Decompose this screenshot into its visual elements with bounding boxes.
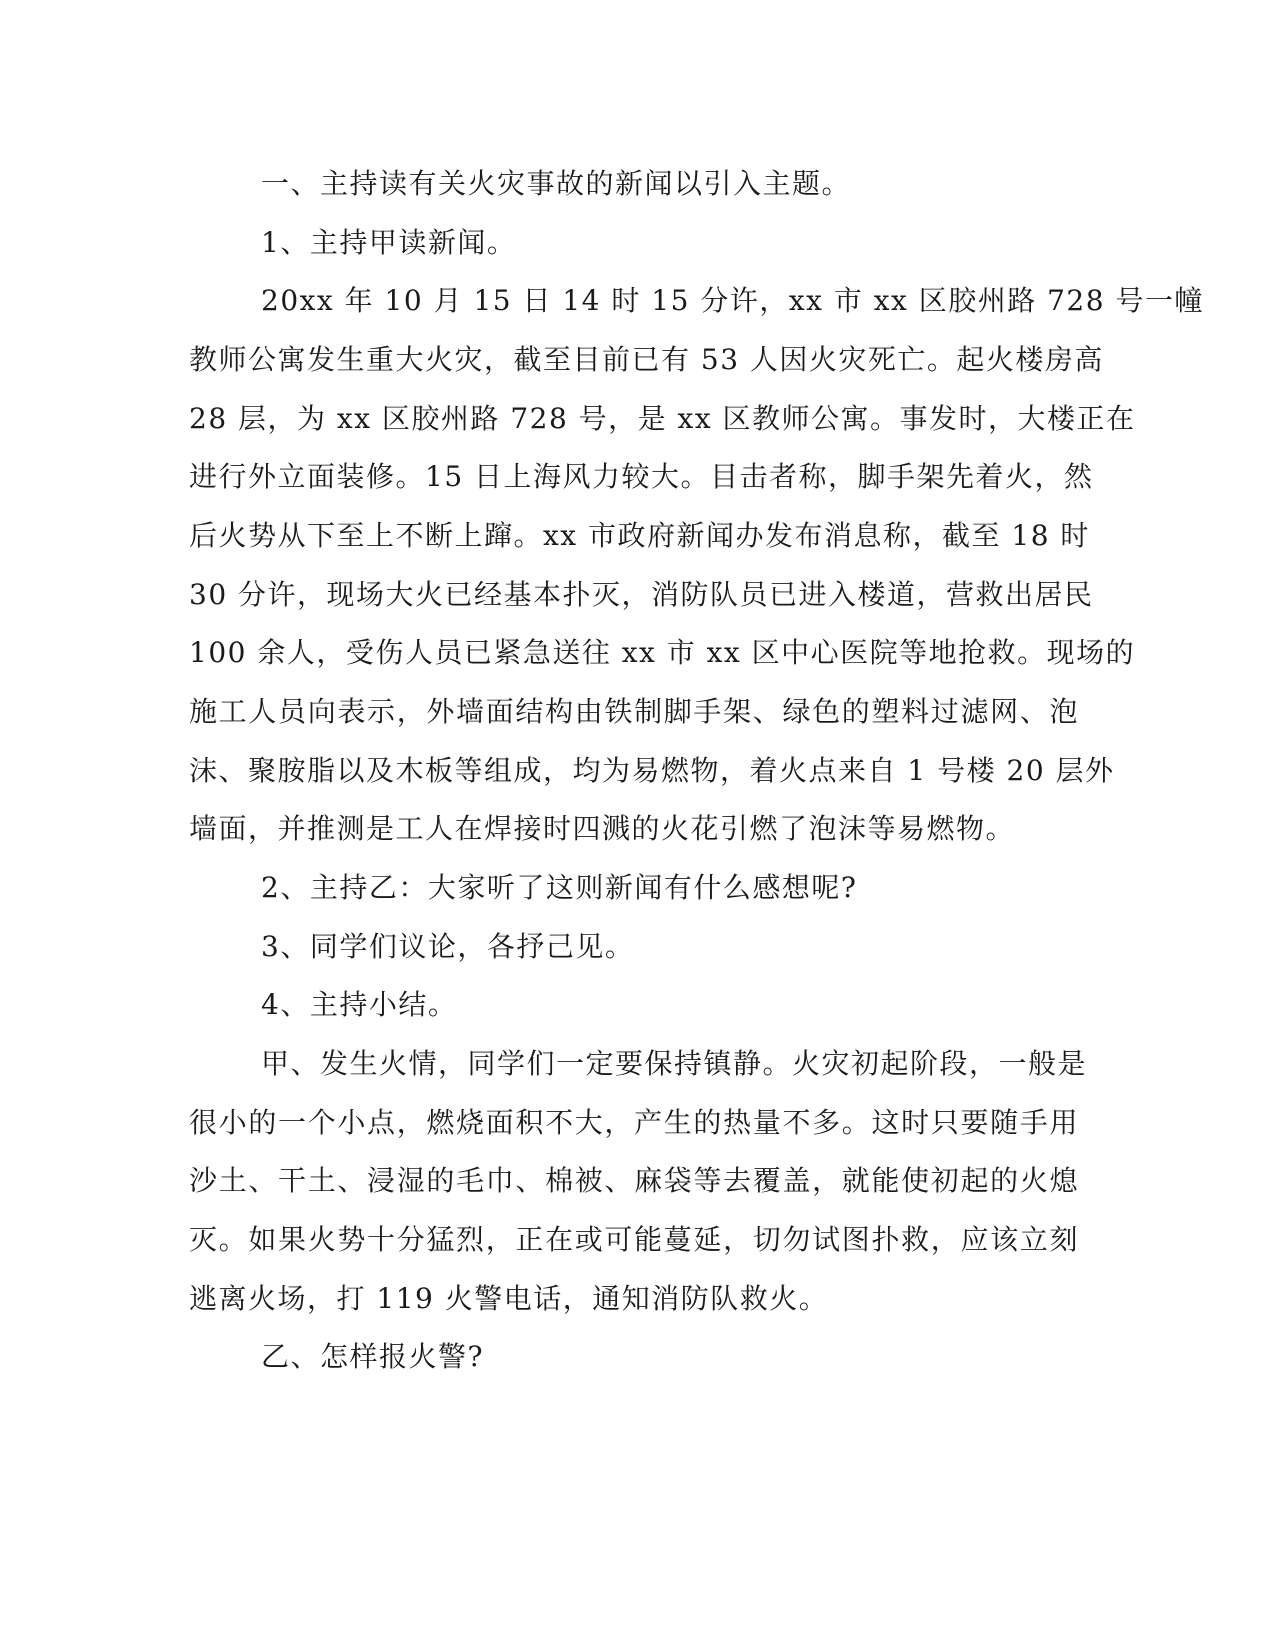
news-paragraph-line: 30 分许，现场大火已经基本扑灭，消防队员已进入楼道，营救出居民	[189, 578, 1094, 611]
news-paragraph-line: 墙面，并推测是工人在焊接时四溅的火花引燃了泡沫等易燃物。	[189, 812, 1016, 845]
news-paragraph-line: 20xx 年 10 月 15 日 14 时 15 分许，xx 市 xx 区胶州路 728 号一幢	[261, 284, 1204, 317]
summary-paragraph-line: 沙土、干土、浸湿的毛巾、棉被、麻袋等去覆盖，就能使初起的火熄	[189, 1164, 1079, 1197]
summary-paragraph-line: 甲、发生火情，同学们一定要保持镇静。火灾初起阶段，一般是	[261, 1047, 1088, 1080]
list-item: 2、主持乙：大家听了这则新闻有什么感想呢?	[261, 871, 858, 904]
list-item: 4、主持小结。	[261, 988, 458, 1021]
summary-paragraph-line: 逃离火场，打 119 火警电话，通知消防队救火。	[189, 1282, 829, 1315]
news-paragraph-line: 28 层，为 xx 区胶州路 728 号，是 xx 区教师公寓。事发时，大楼正在	[189, 402, 1136, 435]
news-paragraph-line: 进行外立面装修。15 日上海风力较大。目击者称，脚手架先着火，然	[189, 460, 1094, 493]
list-item: 1、主持甲读新闻。	[261, 226, 517, 259]
section-heading: 一、主持读有关火灾事故的新闻以引入主题。	[261, 167, 852, 200]
news-paragraph-line: 教师公寓发生重大火灾，截至目前已有 53 人因火灾死亡。起火楼房高	[189, 343, 1104, 376]
list-item: 3、同学们议论，各抒己见。	[261, 930, 635, 963]
news-paragraph-line: 施工人员向表示，外墙面结构由铁制脚手架、绿色的塑料过滤网、泡	[189, 695, 1079, 728]
news-paragraph-line: 沫、聚胺脂以及木板等组成，均为易燃物，着火点来自 1 号楼 20 层外	[189, 754, 1115, 787]
summary-paragraph-line: 很小的一个小点，燃烧面积不大，产生的热量不多。这时只要随手用	[189, 1106, 1079, 1139]
summary-paragraph-line: 灭。如果火势十分猛烈，正在或可能蔓延，切勿试图扑救，应该立刻	[189, 1223, 1079, 1256]
news-paragraph-line: 后火势从下至上不断上蹿。xx 市政府新闻办发布消息称，截至 18 时	[189, 519, 1090, 552]
list-item: 乙、怎样报火警?	[261, 1340, 485, 1373]
news-paragraph-line: 100 余人，受伤人员已紧急送往 xx 市 xx 区中心医院等地抢救。现场的	[189, 636, 1136, 669]
